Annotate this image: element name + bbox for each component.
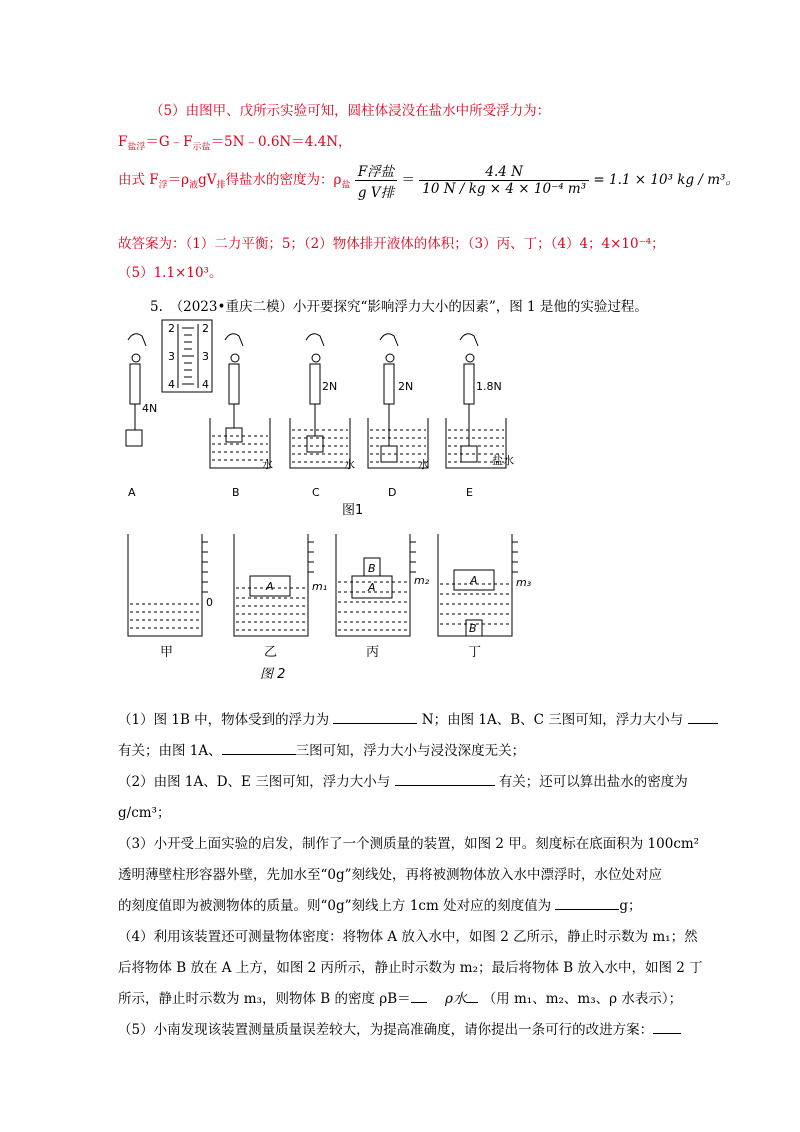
scale-tick-3a: 3 <box>168 350 175 363</box>
solution-density-formula: 由式 $F_浮=\rho_液gV_排$得盐水的密度为：$\rho_盐$ $\frac{\text{F浮盐}}{\text{g V排}}$ ＝ $\frac{4.4 N}{\text{10 N / kg × 4 × 10⁻⁴ m³}}$ = 1.1 × 10³ kg / m³。 <box>118 160 739 201</box>
question-4-line-1: （4）利用该装置还可测量物体密度：将物体 A 放入水中，如图 2 乙所示，静止时示数为 m₁；然 <box>118 929 698 945</box>
label-e: E <box>466 486 473 499</box>
fig1-apparatus-d <box>368 334 428 468</box>
solution-p5-intro: （5）由图甲、戊所示实验可知，圆柱体浸没在盐水中所受浮力为： <box>150 103 551 119</box>
label-jia: 甲 <box>160 645 174 660</box>
scale-tick-4a: 4 <box>168 378 175 391</box>
liquid-e: 盐水 <box>492 454 514 467</box>
fig1-caption: 图1 <box>342 503 364 518</box>
answer-blank-q5[interactable] <box>653 1019 681 1034</box>
question-2-line-2: g/cm³； <box>118 805 171 821</box>
question-3-line-2: 透明薄壁柱形容器外壁，先加水至“0g”刻线处，再将被测物体放入水中漂浮时，水位处对应 <box>118 867 663 883</box>
answer-blank-q3[interactable] <box>555 895 619 910</box>
answer-blank-q2-1[interactable] <box>395 771 495 786</box>
mark-m2: m₂ <box>414 574 430 587</box>
fig1-apparatus-a <box>126 334 146 446</box>
reading-e: 1.8N <box>476 380 502 393</box>
label-a: A <box>128 486 136 499</box>
scale-tick-2b: 2 <box>202 322 209 335</box>
label-c: C <box>312 486 320 499</box>
scale-tick-3b: 3 <box>202 350 209 363</box>
fig2-caption: 图 2 <box>260 667 286 682</box>
figure-1 <box>110 318 550 518</box>
question-3-line-1: （3）小开受上面实验的启发，制作了一个测质量的装置，如图 2 甲。刻度标在底面积为 100cm² <box>118 836 700 852</box>
reading-d: 2N <box>398 380 414 393</box>
figure-2 <box>118 528 538 688</box>
question-4-line-3: 所示，静止时示数为 m₃，则物体 B 的密度 ρB＝ ρ水 （用 m₁、m₂、m₃、ρ 水表示）； <box>118 987 682 1007</box>
scale-tick-4b: 4 <box>202 378 209 391</box>
question-3-line-3: 的刻度值即为被测物体的质量。则“0g”刻线上方 1cm 处对应的刻度值为 g； <box>118 894 642 914</box>
fig1-apparatus-c <box>290 334 350 468</box>
solution-buoyancy-formula: $F_{盐浮}=G﹣F_{示盐}=5N﹣0.6N=4.4N$， <box>118 134 352 153</box>
question-header: 5. （2023•重庆二模）小开要探究“影响浮力大小的因素”，图 1 是他的实验过程。 <box>150 299 648 315</box>
question-1-line-1: （1）图 1B 中，物体受到的浮力为 N；由图 1A、B、C 三图可知，浮力大小与 <box>118 708 718 728</box>
reading-a: 4N <box>142 402 158 415</box>
liquid-c: 水 <box>344 458 355 471</box>
mark-m3: m₃ <box>516 576 532 589</box>
reading-c: 2N <box>322 380 338 393</box>
block-a-yi: A <box>266 580 274 593</box>
answer-line-1: 故答案为：（1）二力平衡；5；（2）物体排开液体的体积；（3）丙、丁；（4）4；4×10⁻⁴； <box>118 236 665 252</box>
answer-blank-q1-2[interactable] <box>688 709 718 724</box>
label-d: D <box>388 486 397 499</box>
block-a-ding: A <box>470 574 478 587</box>
label-b: B <box>232 486 240 499</box>
label-bing: 丙 <box>366 645 380 660</box>
answer-blank-q4-1[interactable] <box>411 988 427 1003</box>
liquid-d: 水 <box>418 458 429 471</box>
label-yi: 乙 <box>264 645 278 660</box>
block-b-ding: B <box>469 622 477 635</box>
block-a-bing: A <box>368 581 376 594</box>
answer-blank-q1-3[interactable] <box>222 740 296 755</box>
density-fraction-2: $\frac{4.4 N}{\text{10 N / kg × 4 × 10⁻⁴ m³}}$ <box>419 164 589 197</box>
mark-m1: m₁ <box>312 580 328 593</box>
answer-blank-q4-2[interactable] <box>466 988 478 1003</box>
fig1-apparatus-b <box>210 334 270 468</box>
fig1-apparatus-e <box>446 334 506 468</box>
question-2-line-1: （2）由图 1A、D、E 三图可知，浮力大小与 有关；还可以算出盐水的密度为 <box>118 770 688 790</box>
question-4-line-2: 后将物体 B 放在 A 上方，如图 2 丙所示，静止时示数为 m₂；最后将物体 B 放入水中，如图 2 丁 <box>118 960 703 976</box>
mark-zero: 0 <box>206 596 213 609</box>
density-fraction-1: $\frac{\text{F浮盐}}{\text{g V排}}$ <box>355 160 397 201</box>
question-1-line-2: 有关；由图 1A、 三图可知，浮力大小与浸没深度无关； <box>118 739 525 759</box>
question-5-line-1: （5）小南发现该装置测量质量误差较大，为提高准确度，请你提出一条可行的改进方案： <box>118 1018 681 1038</box>
liquid-b: 水 <box>262 458 273 471</box>
answer-line-2: （5）1.1×10³。 <box>118 265 223 281</box>
scale-tick-2a: 2 <box>168 322 175 335</box>
block-b-bing: B <box>368 562 376 575</box>
answer-blank-q1-1[interactable] <box>333 709 417 724</box>
label-ding: 丁 <box>468 645 482 660</box>
